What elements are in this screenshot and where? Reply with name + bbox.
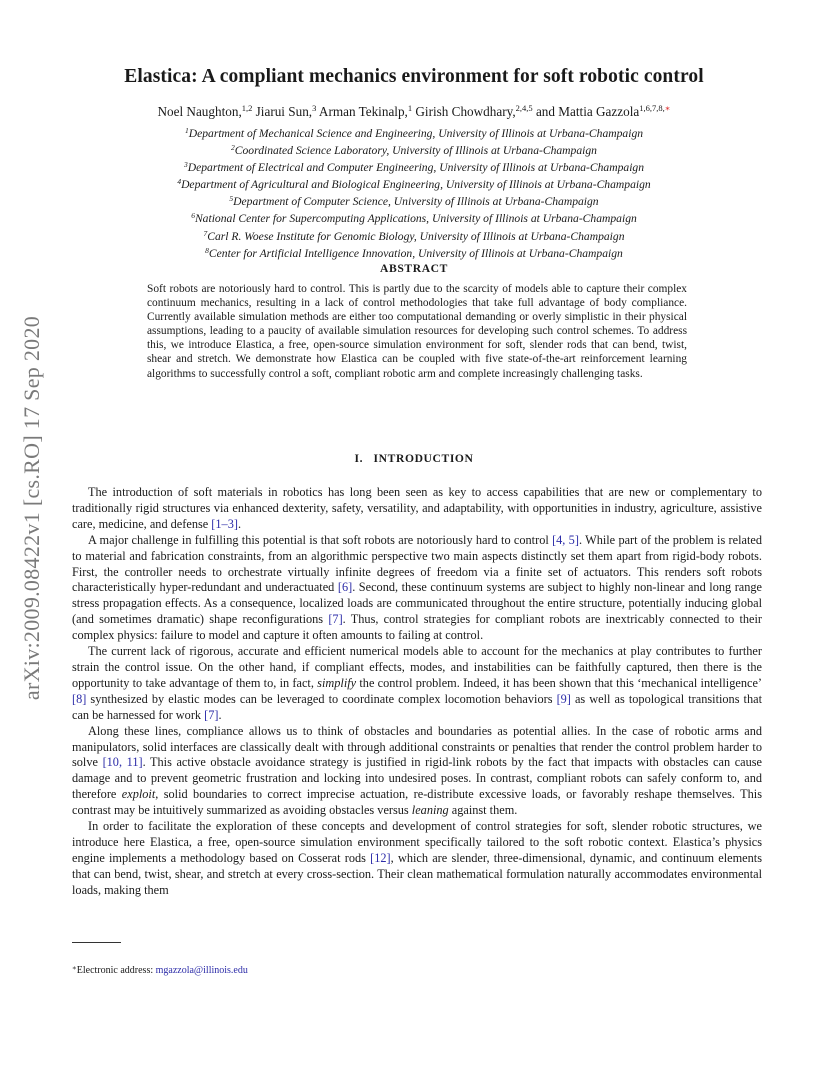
author-affiliation-marker: 1,2 [241, 103, 253, 113]
paragraph-text: . Thus, control strategies for compliant robots are inextricably connected to their complex physics: failure to model and capture it often amounts to failing at control. [72, 612, 762, 643]
paragraph-text: . [218, 707, 222, 722]
citation-link[interactable]: [1–3] [211, 516, 238, 531]
author-affiliation-marker: 1,6,7,8, [639, 103, 665, 113]
affiliation-text: Department of Agricultural and Biological Engineering, University of Illinois at Urbana-Champaign [181, 178, 651, 192]
emphasis-text: exploit [121, 787, 156, 802]
affiliation-item [0, 244, 828, 261]
affiliation-item [0, 227, 828, 244]
affiliation-text: Department of Computer Science, University of Illinois at Urbana-Champaign [233, 195, 599, 209]
paragraph-text: . Second, these continuum systems are subject to highly non-linear and long range stress propagation effects. As a consequence, localized loads are communicated throughout the entire structure, potentially inducing global (and sometimes dramatic) shape reconfigurations [72, 580, 762, 627]
paragraph-text: synthesized by elastic modes can be leveraged to coordinate complex locomotion behaviors [86, 691, 557, 706]
citation-link[interactable]: [7] [328, 612, 343, 627]
author-name: and Mattia Gazzola [535, 104, 640, 119]
affiliation-item [0, 124, 828, 141]
paragraph-text: The current lack of rigorous, accurate and efficient numerical models able to account for the mechanics at play contributes to further strain the control issue. On the other hand, if compliant effects, modes, and instabilities can be faithfully captured, then there is the opportunity to take advantage of them to, in fact, [72, 644, 762, 690]
arxiv-sidebar [8, 258, 56, 758]
paragraph-text: as well as topological transitions that can be harnessed for work [72, 691, 762, 722]
affiliation-item [0, 192, 828, 209]
affiliation-number: 2 [231, 143, 235, 153]
section-heading-introduction: I. INTRODUCTION [354, 452, 474, 465]
paragraph-text: , which are slender, three-dimensional, dynamic, and continuum elements that can bend, twist, shear, and stretch at every cross-section. Their clean mathematical formulation naturally accommodates environmental loads, making them [72, 850, 762, 897]
affiliation-number: 1 [184, 126, 189, 135]
paragraph [72, 819, 762, 899]
footnote-divider [72, 942, 121, 943]
author-list [0, 103, 828, 120]
affiliation-item [0, 209, 828, 226]
paragraph-text: , solid boundaries to correct imprecise actuation, re-distribute excessive loads, or favorably reshape themselves. This contrast may be intuitively summarized as avoiding obstacles versus [72, 787, 762, 818]
paragraph [72, 485, 762, 533]
author [319, 104, 412, 119]
affiliation-number: 8 [205, 245, 209, 255]
footnote-label: Electronic address: [76, 965, 156, 976]
affiliation-text: Center for Artificial Intelligence Innovation, University of Illinois at Urbana-Champaign [208, 246, 623, 260]
paragraph-text: A major challenge in fulfilling this potential is that soft robots are notoriously hard to control [88, 532, 553, 547]
affiliation-list [0, 124, 828, 261]
affiliation-number: 5 [229, 194, 234, 204]
paragraph [72, 724, 762, 819]
citation-link[interactable]: [12] [370, 850, 391, 865]
paragraph-text: Along these lines, compliance allows us to think of obstacles and boundaries as potential allies. In the case of robotic arms and manipulators, solid interfaces are classically dealt with through additional constraints or penalties that render the control problem harder to solve [72, 723, 762, 770]
emphasis-text: simplify [317, 675, 357, 690]
corresponding-author-marker[interactable]: ∗ [664, 103, 671, 113]
footnote-marker: ∗ [72, 964, 77, 972]
author-affiliation-marker: 3 [312, 103, 317, 113]
paragraph-text: . [237, 516, 242, 531]
affiliation-item [0, 175, 828, 192]
author [158, 104, 253, 119]
paragraph-text: In order to facilitate the exploration of these concepts and development of control strategies for soft, slender robotic structures, we introduce here Elastica, a free, open-source simulation environment specifically tailored to the soft robotic context. Elastica’s physics engine implements a methodology based on Cosserat rods [72, 819, 762, 865]
author-name: Noel Naughton, [157, 104, 242, 119]
affiliation-item [0, 158, 828, 175]
paragraph-text: . While part of the problem is related to material and fabrication constraints, from an algorithmic perspective two main aspects distinctly set them apart from rigid-body robots. First, the controller needs to orchestrate virtually infinite degrees of freedom via a finite set of actuators. This renders soft robots characteristically hyper-redundant and underactuated [72, 532, 762, 595]
citation-link[interactable]: [6] [337, 580, 353, 595]
arxiv-identifier: arXiv:2009.08422v1 [cs.RO] 17 Sep 2020 [19, 315, 44, 701]
affiliation-text: Carl R. Woese Institute for Genomic Biology, University of Illinois at Urbana-Champaign [207, 229, 625, 243]
affiliation-text: National Center for Supercomputing Applications, University of Illinois at Urbana-Champaign [194, 212, 637, 226]
citation-link[interactable]: [7] [204, 707, 219, 722]
paragraph-text: . This active obstacle avoidance strategy is justified in rigid-link robots by the fact that impacts with obstacles can cause damage and to prevent geometric frustration and locking into undesired poses. In contrast, compliant robots can safely conform to, and therefore [72, 755, 762, 802]
author-name: Girish Chowdhary, [415, 104, 516, 119]
affiliation-number: 4 [177, 177, 182, 187]
footnote [72, 964, 248, 976]
affiliation-number: 7 [203, 228, 208, 238]
affiliation-text: Department of Mechanical Science and Engineering, University of Illinois at Urbana-Champaign [188, 127, 644, 140]
paper-title: Elastica: A compliant mechanics environment for soft robotic control [124, 66, 704, 87]
affiliation-number: 6 [191, 211, 195, 221]
citation-link[interactable]: [8] [72, 691, 87, 706]
author [256, 104, 317, 119]
paragraph-text: the control problem. Indeed, it has been shown that this ‘mechanical intelligence’ [356, 675, 762, 690]
citation-link[interactable]: [9] [556, 691, 571, 706]
paragraph-text: against them. [448, 803, 518, 818]
introduction-body [72, 485, 762, 899]
paragraph [72, 644, 762, 724]
emphasis-text: leaning [411, 803, 449, 818]
author-affiliation-marker: 2,4,5 [515, 103, 533, 113]
citation-link[interactable]: [10, 11] [102, 755, 143, 770]
paragraph [72, 533, 762, 644]
author-name: Arman Tekinalp, [318, 104, 408, 119]
affiliation-number: 3 [183, 160, 188, 170]
citation-link[interactable]: [4, 5] [552, 532, 579, 547]
author [415, 104, 532, 119]
author-name: Jiarui Sun, [255, 104, 313, 119]
email-link[interactable]: mgazzola@illinois.edu [155, 965, 248, 976]
affiliation-item [0, 141, 828, 158]
affiliation-text: Coordinated Science Laboratory, University of Illinois at Urbana-Champaign [234, 144, 597, 158]
abstract-heading: ABSTRACT [380, 262, 448, 275]
affiliation-text: Department of Electrical and Computer Engineering, University of Illinois at Urbana-Champaign [187, 161, 645, 175]
author-affiliation-marker: 1 [407, 103, 413, 113]
author [536, 104, 671, 119]
abstract-text: Soft robots are notoriously hard to control. This is partly due to the scarcity of models able to capture their complex continuum mechanics, resulting in a lack of control methodologies that take full advantage of body compliance. Currently available simulation methods are either too computational demanding or overly simplistic in their physical assumptions, leading to a paucity of available simulation resources for developing such control schemes. To address this, we introduce Elastica, a free, open-source simulation environment for soft, slender rods that can bend, twist, shear and stretch. We demonstrate how Elastica can be coupled with five state-of-the-art reinforcement learning algorithms to successfully control a soft, compliant robotic arm and complete increasingly challenging tasks. [147, 283, 687, 380]
paragraph-text: The introduction of soft materials in robotics has long been seen as key to access capabilities that are new or complementary to traditionally rigid structures via enhanced dexterity, safety, versatility, and adaptability, with opportunities in industry, agriculture, assistive care, medicine, and defense [72, 485, 762, 531]
